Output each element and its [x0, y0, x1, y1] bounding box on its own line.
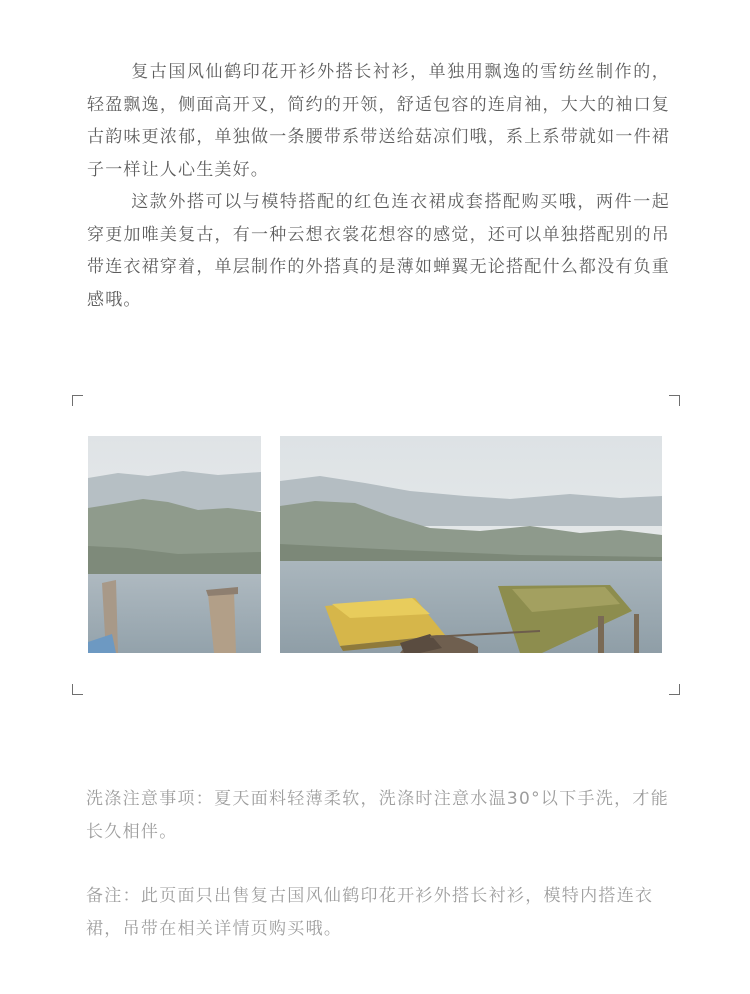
remark-note — [86, 880, 676, 945]
lake-photo-left — [88, 436, 261, 653]
washing-instructions-text: 洗涤注意事项：夏天面料轻薄柔软，洗涤时注意水温30°以下手洗，才能长久相伴。 — [86, 789, 670, 842]
intro-text — [87, 56, 670, 316]
washing-instructions — [86, 783, 676, 848]
intro-paragraph-2: 这款外搭可以与模特搭配的红色连衣裙成套搭配购买哦，两件一起穿更加唯美复古，有一种云想衣裳花想容的感觉，还可以单独搭配别的吊带连衣裙穿着，单层制作的外搭真的是薄如蝉翼无论搭配什么都没有负重感哦。 — [87, 192, 670, 310]
remark-note-text: 备注：此页面只出售复古国风仙鹤印花开衫外搭长衬衫，模特内搭连衣裙，吊带在相关详情页购买哦。 — [86, 886, 654, 939]
intro-paragraph-1: 复古国风仙鹤印花开衫外搭长衬衫，单独用飘逸的雪纺丝制作的，轻盈飘逸，侧面高开叉，简约的开领，舒适包容的连肩袖，大大的袖口复古韵味更浓郁，单独做一条腰带系带送给菇凉们哦，系上系带就如一件裙子一样让人心生美好。 — [87, 62, 670, 180]
frame-corner-top-left — [72, 395, 83, 406]
lake-photo-right — [280, 436, 662, 653]
frame-corner-bottom-right — [669, 684, 680, 695]
frame-corner-bottom-left — [72, 684, 83, 695]
frame-corner-top-right — [669, 395, 680, 406]
